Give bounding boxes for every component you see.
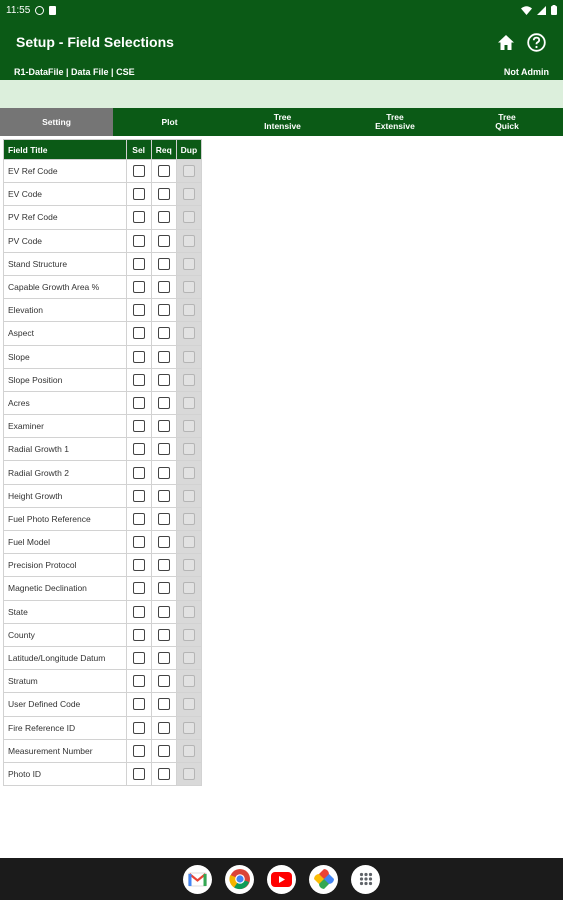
- dup-cell: [176, 461, 201, 484]
- sel-checkbox[interactable]: [133, 745, 145, 757]
- table-row: [4, 693, 202, 716]
- req-checkbox[interactable]: [158, 235, 170, 247]
- field-title-cell: Height Growth: [4, 484, 127, 507]
- dup-checkbox: [183, 652, 195, 664]
- req-cell: [151, 762, 176, 785]
- column-header-req: Req: [151, 140, 176, 160]
- sel-cell: [126, 507, 151, 530]
- req-checkbox[interactable]: [158, 490, 170, 502]
- req-checkbox[interactable]: [158, 351, 170, 363]
- dup-checkbox: [183, 235, 195, 247]
- dup-cell: [176, 206, 201, 229]
- sel-checkbox[interactable]: [133, 536, 145, 548]
- sel-checkbox[interactable]: [133, 165, 145, 177]
- req-cell: [151, 322, 176, 345]
- sel-checkbox[interactable]: [133, 467, 145, 479]
- dup-cell: [176, 391, 201, 414]
- table-row: [4, 484, 202, 507]
- sel-checkbox[interactable]: [133, 258, 145, 270]
- req-cell: [151, 716, 176, 739]
- req-cell: [151, 183, 176, 206]
- dup-cell: [176, 554, 201, 577]
- sel-checkbox[interactable]: [133, 420, 145, 432]
- context-bar: [0, 64, 563, 80]
- dup-checkbox: [183, 443, 195, 455]
- dup-checkbox: [183, 490, 195, 502]
- dup-cell: [176, 322, 201, 345]
- page-title: Setup - Field Selections: [16, 34, 174, 50]
- table-row: [4, 646, 202, 669]
- req-cell: [151, 206, 176, 229]
- sel-cell: [126, 415, 151, 438]
- sel-cell: [126, 670, 151, 693]
- table-row: [4, 716, 202, 739]
- tab-label: Tree: [273, 112, 292, 122]
- dup-checkbox: [183, 211, 195, 223]
- field-title-cell: Fuel Model: [4, 531, 127, 554]
- req-cell: [151, 252, 176, 275]
- req-cell: [151, 554, 176, 577]
- field-title-cell: Acres: [4, 391, 127, 414]
- field-title-cell: Capable Growth Area %: [4, 275, 127, 298]
- field-title-cell: Precision Protocol: [4, 554, 127, 577]
- field-title-cell: Aspect: [4, 322, 127, 345]
- sel-checkbox[interactable]: [133, 327, 145, 339]
- sel-cell: [126, 739, 151, 762]
- dup-checkbox: [183, 327, 195, 339]
- dup-checkbox: [183, 675, 195, 687]
- app-dock: [0, 858, 563, 900]
- tab-label-sub: Intensive: [264, 121, 301, 131]
- sel-cell: [126, 299, 151, 322]
- dup-checkbox: [183, 559, 195, 571]
- req-checkbox[interactable]: [158, 559, 170, 571]
- table-row: [4, 322, 202, 345]
- dup-cell: [176, 670, 201, 693]
- dup-cell: [176, 345, 201, 368]
- dup-cell: [176, 693, 201, 716]
- field-title-cell: Fire Reference ID: [4, 716, 127, 739]
- req-cell: [151, 531, 176, 554]
- dup-cell: [176, 762, 201, 785]
- req-cell: [151, 461, 176, 484]
- gmail-icon[interactable]: [183, 865, 212, 894]
- dup-cell: [176, 229, 201, 252]
- dup-cell: [176, 646, 201, 669]
- req-cell: [151, 345, 176, 368]
- table-row: [4, 554, 202, 577]
- dup-checkbox: [183, 374, 195, 386]
- sel-cell: [126, 577, 151, 600]
- table-row: [4, 577, 202, 600]
- req-checkbox[interactable]: [158, 258, 170, 270]
- sel-checkbox[interactable]: [133, 351, 145, 363]
- table-row: [4, 275, 202, 298]
- req-cell: [151, 438, 176, 461]
- dup-cell: [176, 623, 201, 646]
- admin-status: Not Admin: [503, 67, 549, 77]
- tab-bar: [0, 108, 563, 136]
- column-header-sel: Sel: [126, 140, 151, 160]
- dup-cell: [176, 183, 201, 206]
- req-checkbox[interactable]: [158, 188, 170, 200]
- help-icon: [527, 33, 546, 52]
- sel-cell: [126, 345, 151, 368]
- req-cell: [151, 415, 176, 438]
- notification-icon: [35, 6, 44, 15]
- home-icon: [497, 34, 515, 51]
- req-checkbox[interactable]: [158, 443, 170, 455]
- sel-cell: [126, 275, 151, 298]
- dup-cell: [176, 507, 201, 530]
- sel-checkbox[interactable]: [133, 768, 145, 780]
- sel-cell: [126, 461, 151, 484]
- dup-cell: [176, 577, 201, 600]
- table-row: [4, 531, 202, 554]
- table-row: [4, 160, 202, 183]
- tab-tree-extensive[interactable]: [339, 108, 451, 136]
- field-title-cell: Radial Growth 1: [4, 438, 127, 461]
- wifi-icon: [521, 6, 532, 15]
- req-cell: [151, 299, 176, 322]
- sel-checkbox[interactable]: [133, 397, 145, 409]
- req-cell: [151, 275, 176, 298]
- photos-icon[interactable]: [309, 865, 338, 894]
- table-header: [4, 140, 202, 160]
- field-title-cell: Photo ID: [4, 762, 127, 785]
- field-title-cell: User Defined Code: [4, 693, 127, 716]
- req-checkbox[interactable]: [158, 304, 170, 316]
- table-row: [4, 206, 202, 229]
- req-cell: [151, 484, 176, 507]
- tab-label-sub: Extensive: [375, 121, 415, 131]
- table-row: [4, 345, 202, 368]
- field-title-cell: Magnetic Declination: [4, 577, 127, 600]
- req-cell: [151, 391, 176, 414]
- info-band: [0, 80, 563, 108]
- signal-icon: [537, 6, 546, 15]
- sel-cell: [126, 762, 151, 785]
- dup-checkbox: [183, 165, 195, 177]
- dup-cell: [176, 415, 201, 438]
- field-title-cell: Elevation: [4, 299, 127, 322]
- sel-cell: [126, 531, 151, 554]
- req-checkbox[interactable]: [158, 374, 170, 386]
- field-title-cell: Radial Growth 2: [4, 461, 127, 484]
- table-row: [4, 623, 202, 646]
- sel-cell: [126, 693, 151, 716]
- req-checkbox[interactable]: [158, 768, 170, 780]
- column-header-field-title: Field Title: [4, 140, 127, 160]
- sel-cell: [126, 206, 151, 229]
- req-cell: [151, 646, 176, 669]
- sel-checkbox[interactable]: [133, 559, 145, 571]
- sel-checkbox[interactable]: [133, 675, 145, 687]
- sel-cell: [126, 368, 151, 391]
- data-file-label: R1-DataFile | Data File | CSE: [14, 67, 135, 77]
- sel-cell: [126, 229, 151, 252]
- sel-checkbox[interactable]: [133, 722, 145, 734]
- table-row: [4, 670, 202, 693]
- dup-cell: [176, 275, 201, 298]
- table-row: [4, 183, 202, 206]
- req-cell: [151, 670, 176, 693]
- sel-checkbox[interactable]: [133, 582, 145, 594]
- req-checkbox[interactable]: [158, 745, 170, 757]
- sel-checkbox[interactable]: [133, 374, 145, 386]
- dup-cell: [176, 368, 201, 391]
- req-checkbox[interactable]: [158, 698, 170, 710]
- req-checkbox[interactable]: [158, 582, 170, 594]
- req-checkbox[interactable]: [158, 536, 170, 548]
- table-row: [4, 600, 202, 623]
- sel-checkbox[interactable]: [133, 698, 145, 710]
- dup-checkbox: [183, 467, 195, 479]
- req-checkbox[interactable]: [158, 513, 170, 525]
- dup-cell: [176, 160, 201, 183]
- dup-checkbox: [183, 258, 195, 270]
- tab-label: Tree: [386, 112, 404, 122]
- sel-checkbox[interactable]: [133, 490, 145, 502]
- field-selection-table: [3, 139, 202, 786]
- req-checkbox[interactable]: [158, 327, 170, 339]
- help-button[interactable]: [525, 31, 547, 53]
- sel-cell: [126, 160, 151, 183]
- dup-cell: [176, 438, 201, 461]
- app-bar: [0, 20, 563, 64]
- field-title-cell: Slope Position: [4, 368, 127, 391]
- tab-tree-quick[interactable]: [451, 108, 563, 136]
- dup-checkbox: [183, 629, 195, 641]
- dup-checkbox: [183, 536, 195, 548]
- tab-label: Setting: [42, 116, 71, 127]
- field-title-cell: Stratum: [4, 670, 127, 693]
- clock: 11:55: [6, 4, 31, 16]
- sel-cell: [126, 183, 151, 206]
- sel-checkbox[interactable]: [133, 629, 145, 641]
- field-title-cell: EV Ref Code: [4, 160, 127, 183]
- dup-checkbox: [183, 513, 195, 525]
- sel-checkbox[interactable]: [133, 652, 145, 664]
- req-cell: [151, 229, 176, 252]
- dup-checkbox: [183, 722, 195, 734]
- dup-checkbox: [183, 420, 195, 432]
- dup-checkbox: [183, 745, 195, 757]
- battery-icon: [551, 5, 557, 15]
- sel-checkbox[interactable]: [133, 304, 145, 316]
- field-title-cell: Fuel Photo Reference: [4, 507, 127, 530]
- req-cell: [151, 160, 176, 183]
- table-row: [4, 507, 202, 530]
- field-title-cell: PV Code: [4, 229, 127, 252]
- home-button[interactable]: [495, 31, 517, 53]
- sel-cell: [126, 600, 151, 623]
- sel-cell: [126, 438, 151, 461]
- req-cell: [151, 623, 176, 646]
- column-header-dup: Dup: [176, 140, 201, 160]
- dup-checkbox: [183, 606, 195, 618]
- table-row: [4, 252, 202, 275]
- dup-cell: [176, 716, 201, 739]
- dup-cell: [176, 531, 201, 554]
- status-bar: [0, 0, 563, 20]
- dup-checkbox: [183, 582, 195, 594]
- chrome-icon[interactable]: [225, 865, 254, 894]
- sel-cell: [126, 322, 151, 345]
- sel-checkbox[interactable]: [133, 235, 145, 247]
- req-checkbox[interactable]: [158, 165, 170, 177]
- dup-cell: [176, 600, 201, 623]
- table-row: [4, 739, 202, 762]
- req-checkbox[interactable]: [158, 629, 170, 641]
- table-row: [4, 391, 202, 414]
- sel-cell: [126, 623, 151, 646]
- req-cell: [151, 600, 176, 623]
- dup-checkbox: [183, 397, 195, 409]
- dup-checkbox: [183, 698, 195, 710]
- req-cell: [151, 368, 176, 391]
- dup-checkbox: [183, 304, 195, 316]
- dup-cell: [176, 299, 201, 322]
- req-checkbox[interactable]: [158, 397, 170, 409]
- tab-label: Plot: [161, 116, 178, 127]
- tab-tree-intensive[interactable]: [226, 108, 339, 136]
- dup-cell: [176, 484, 201, 507]
- dup-checkbox: [183, 188, 195, 200]
- dup-checkbox: [183, 768, 195, 780]
- sel-cell: [126, 646, 151, 669]
- req-checkbox[interactable]: [158, 722, 170, 734]
- table-row: [4, 229, 202, 252]
- table-row: [4, 461, 202, 484]
- req-checkbox[interactable]: [158, 467, 170, 479]
- sel-checkbox[interactable]: [133, 211, 145, 223]
- req-checkbox[interactable]: [158, 606, 170, 618]
- tab-label-sub: Quick: [495, 121, 519, 131]
- sel-checkbox[interactable]: [133, 281, 145, 293]
- tab-setting[interactable]: [0, 108, 113, 136]
- req-cell: [151, 693, 176, 716]
- sd-card-icon: [49, 6, 56, 15]
- req-cell: [151, 507, 176, 530]
- field-title-cell: Measurement Number: [4, 739, 127, 762]
- req-checkbox[interactable]: [158, 281, 170, 293]
- sel-cell: [126, 391, 151, 414]
- sel-cell: [126, 716, 151, 739]
- table-row: [4, 368, 202, 391]
- req-checkbox[interactable]: [158, 420, 170, 432]
- field-title-cell: Latitude/Longitude Datum: [4, 646, 127, 669]
- dup-checkbox: [183, 351, 195, 363]
- field-title-cell: Stand Structure: [4, 252, 127, 275]
- dup-checkbox: [183, 281, 195, 293]
- field-title-cell: EV Code: [4, 183, 127, 206]
- req-cell: [151, 577, 176, 600]
- req-checkbox[interactable]: [158, 675, 170, 687]
- field-title-cell: County: [4, 623, 127, 646]
- sel-checkbox[interactable]: [133, 606, 145, 618]
- sel-cell: [126, 554, 151, 577]
- sel-cell: [126, 252, 151, 275]
- req-checkbox[interactable]: [158, 211, 170, 223]
- dup-cell: [176, 252, 201, 275]
- tab-label: Tree: [498, 112, 516, 122]
- apps-icon[interactable]: [351, 865, 380, 894]
- table-row: [4, 438, 202, 461]
- field-title-cell: PV Ref Code: [4, 206, 127, 229]
- table-row: [4, 415, 202, 438]
- sel-cell: [126, 484, 151, 507]
- field-title-cell: Slope: [4, 345, 127, 368]
- field-title-cell: State: [4, 600, 127, 623]
- sel-checkbox[interactable]: [133, 443, 145, 455]
- youtube-icon[interactable]: [267, 865, 296, 894]
- sel-checkbox[interactable]: [133, 513, 145, 525]
- req-checkbox[interactable]: [158, 652, 170, 664]
- sel-checkbox[interactable]: [133, 188, 145, 200]
- table-row: [4, 762, 202, 785]
- table-row: [4, 299, 202, 322]
- req-cell: [151, 739, 176, 762]
- dup-cell: [176, 739, 201, 762]
- tab-plot[interactable]: [113, 108, 226, 136]
- field-title-cell: Examiner: [4, 415, 127, 438]
